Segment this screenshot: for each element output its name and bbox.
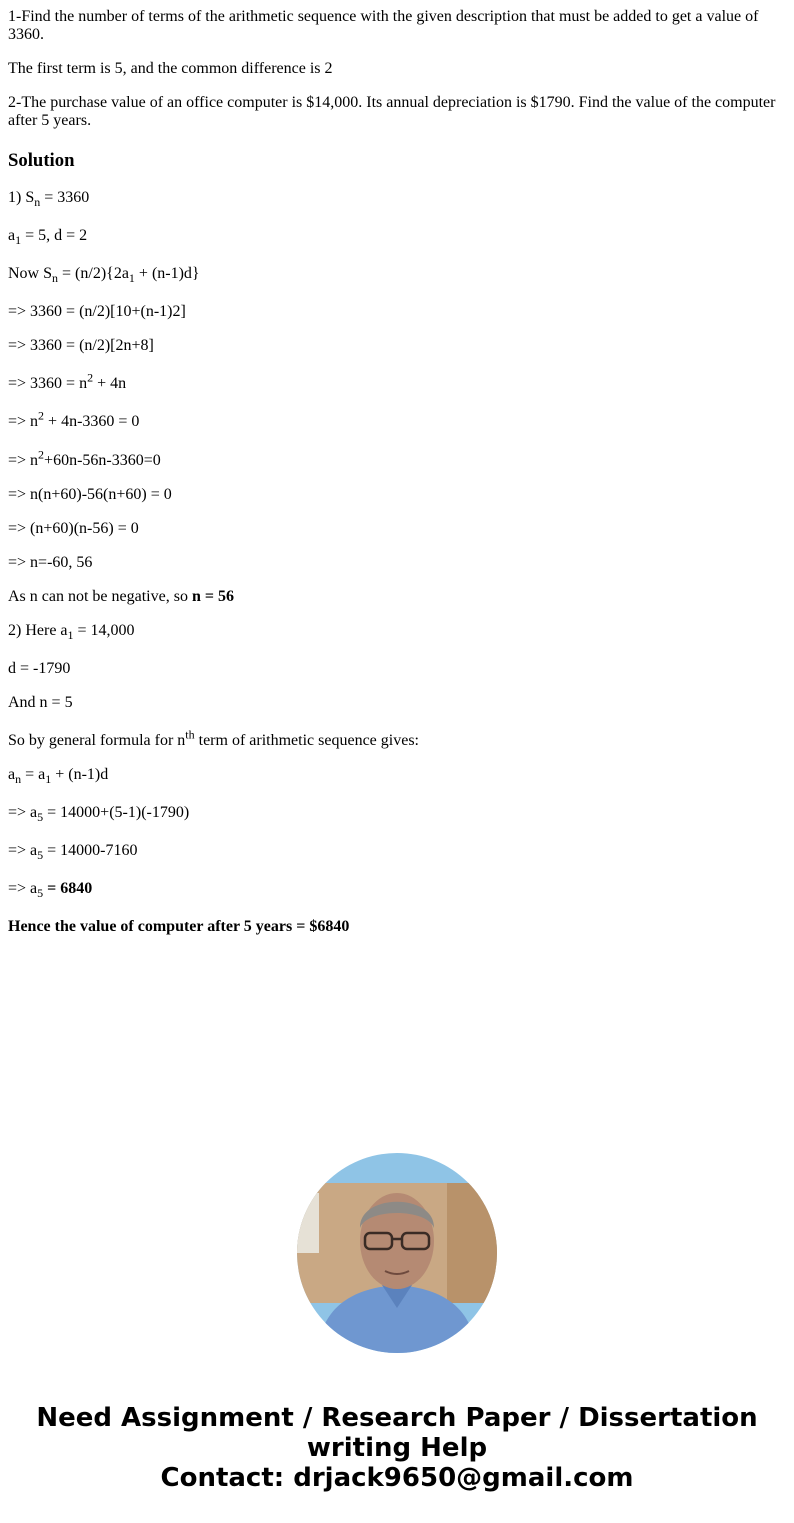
document-body (8, 0, 786, 936)
author-portrait (297, 1153, 497, 1353)
solution-line: 2) Here $a_1 = 14,000$ (8, 622, 135, 643)
solution-line: $a_1 = 5$, d = 2 (8, 227, 88, 248)
solution-line: => (n+60)(n-56) = 0 (8, 520, 139, 537)
solution-line: Now $S_n = (n/2)\{2a_1 + (n-1)d\}$ (8, 265, 200, 286)
solution-line: => n=-60, 56 (8, 554, 93, 571)
promo-line-2: writing Help (306, 1433, 488, 1463)
solution-line: => $a_5 = 6840$ (8, 880, 93, 901)
promo-footer (0, 1403, 794, 1493)
solution-line: => 3360 = (n/2)[2n+8] (8, 337, 154, 354)
solution-line: => $a_5 = 14000-7160$ (8, 842, 138, 863)
solution-line: => $n^2 + 4n-3360 = 0$ (8, 408, 140, 430)
solution-line: As n can not be negative, so n = 56 (8, 588, 234, 605)
solution-heading: Solution (8, 150, 75, 171)
solution-line: => $3360 = n^2 + 4n$ (8, 370, 127, 392)
solution-line: => n(n+60)-56(n+60) = 0 (8, 486, 172, 503)
solution-line: => $a_5 = 14000+(5-1)(-1790)$ (8, 804, 190, 825)
contact-email: Contact: drjack9650@gmail.com (160, 1463, 634, 1493)
solution-line: So by general formula for $n^{th}$ term of arithmetic sequence gives: (8, 727, 419, 749)
solution-line: And n = 5 (8, 694, 73, 711)
question-2: 2-The purchase value of an office computer is $14,000. Its annual depreciation is $1790. Find the value of the computer after 5 years. (8, 94, 776, 129)
promo-line-1: Need Assignment / Research Paper / Dissertation (36, 1403, 758, 1433)
author-avatar (297, 1153, 497, 1353)
solution-line: d = -1790 (8, 660, 71, 677)
question-1-given: The first term is 5, and the common difference is 2 (8, 60, 333, 77)
solution-line: $a_n = a_1 + (n-1)d$ (8, 766, 109, 787)
solution-line: => $n^2+60n-56n-3360=0$ (8, 447, 161, 469)
question-1: 1-Find the number of terms of the arithmetic sequence with the given description that must be added to get a value of 3360. (8, 8, 759, 43)
solution-line: 1) $S_n = 3360$ (8, 189, 90, 210)
solution-line: => 3360 = (n/2)[10+(n-1)2] (8, 303, 186, 320)
solution-conclusion: Hence the value of computer after 5 years = $6840 (8, 918, 350, 935)
